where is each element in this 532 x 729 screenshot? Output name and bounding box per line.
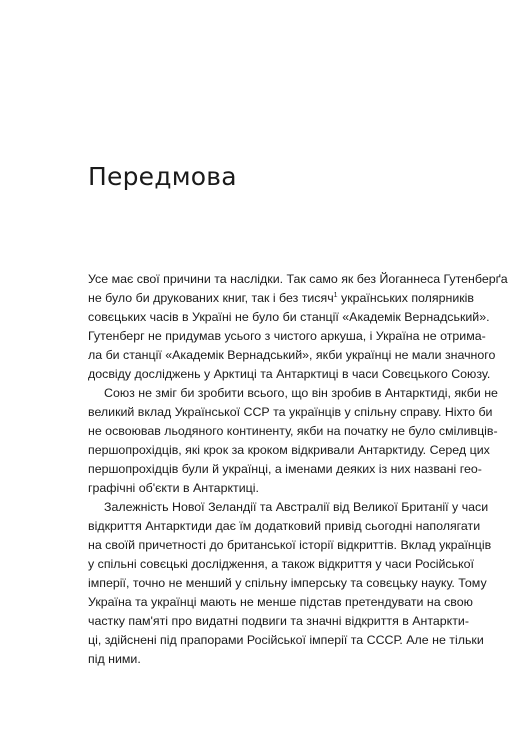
text-line: першопрохідців, які крок за кроком відкривали Антарктиду. Серед цих xyxy=(88,443,490,457)
text-line: Залежність Нової Зеландії та Австралії від Великої Британії у часи xyxy=(104,500,489,514)
text-run: українських полярників xyxy=(337,291,475,305)
text-line: не освоював льодяного континенту, якби на початку не було сміливців- xyxy=(88,424,498,438)
text-run: не було би друкованих книг, так і без тисяч xyxy=(88,291,334,305)
text-line: великий вклад Української ССР та українців у спільну справу. Ніхто би xyxy=(88,405,493,419)
text-line: у спільні совєцькі дослідження, а також відкриття у часи Російської xyxy=(88,557,474,571)
chapter-title: Передмова xyxy=(88,162,237,191)
text-line: ці, здійснені під прапорами Російської імперії та СССР. Але не тільки xyxy=(88,633,484,647)
text-line: першопрохідців були й українці, а іменами деяких із них названі гео- xyxy=(88,462,482,476)
chapter-body xyxy=(88,270,508,669)
text-line: графічні об'єкти в Антарктиці. xyxy=(88,481,259,495)
paragraph xyxy=(88,270,508,384)
footnote-marker[interactable]: 1 xyxy=(333,292,338,299)
text-line xyxy=(88,289,475,308)
text-line: частку пам'яті про видатні подвиги та значні відкриття в Антаркти- xyxy=(88,614,469,628)
text-line: імперії, точно не менший у спільну імперську та совєцьку науку. Тому xyxy=(88,576,487,590)
text-line: Україна та українці мають не менше підстав претендувати на свою xyxy=(88,595,473,609)
text-line: ла би станції «Академік Вернадський», якби українці не мали значного xyxy=(88,348,496,362)
paragraph xyxy=(88,498,492,669)
text-line: відкриття Антарктиди дає їм додатковий привід сьогодні наполягати xyxy=(88,519,481,533)
text-line: на своїй причетності до британської історії відкриттів. Вклад українців xyxy=(88,538,492,552)
text-line: Союз не зміг би зробити всього, що він зробив в Антарктиді, якби не xyxy=(104,386,498,400)
text-line: Гутенберг не придумав усього з чистого аркуша, і Україна не отрима- xyxy=(88,329,486,343)
text-line: під ними. xyxy=(88,652,141,666)
text-line: досвіду досліджень у Арктиці та Антарктиці в часи Совєцького Союзу. xyxy=(88,367,491,381)
text-line: Усе має свої причини та наслідки. Так само як без Йоганнеса Гутенберґа xyxy=(88,272,508,286)
text-line: совєцьких часів в Україні не було би станції «Академік Вернадський». xyxy=(88,310,490,324)
paragraph xyxy=(88,384,498,498)
